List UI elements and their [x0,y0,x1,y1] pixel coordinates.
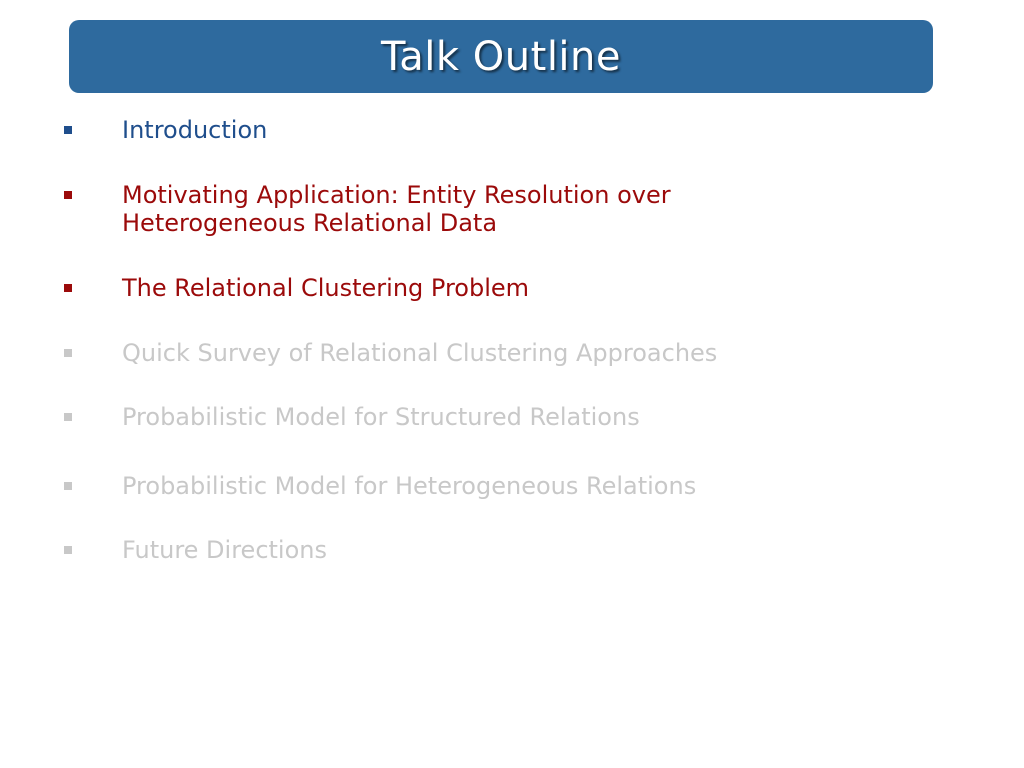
square-bullet-icon [64,191,72,199]
square-bullet-icon [64,349,72,357]
outline-item-label: Introduction [122,116,268,144]
square-bullet-icon [64,482,72,490]
outline-item-label: Probabilistic Model for Heterogeneous Relations [122,472,697,500]
slide-title: Talk Outline [380,33,622,80]
square-bullet-icon [64,413,72,421]
outline-item-label: Motivating Application: Entity Resolution over Heterogeneous Relational Data [122,181,671,237]
outline-item-label: Future Directions [122,536,327,564]
square-bullet-icon [64,284,72,292]
outline-item-label: Probabilistic Model for Structured Relations [122,403,640,431]
square-bullet-icon [64,126,72,134]
outline-item-label: The Relational Clustering Problem [122,274,530,302]
outline-item-label: Quick Survey of Relational Clustering Approaches [122,339,718,367]
square-bullet-icon [64,546,72,554]
